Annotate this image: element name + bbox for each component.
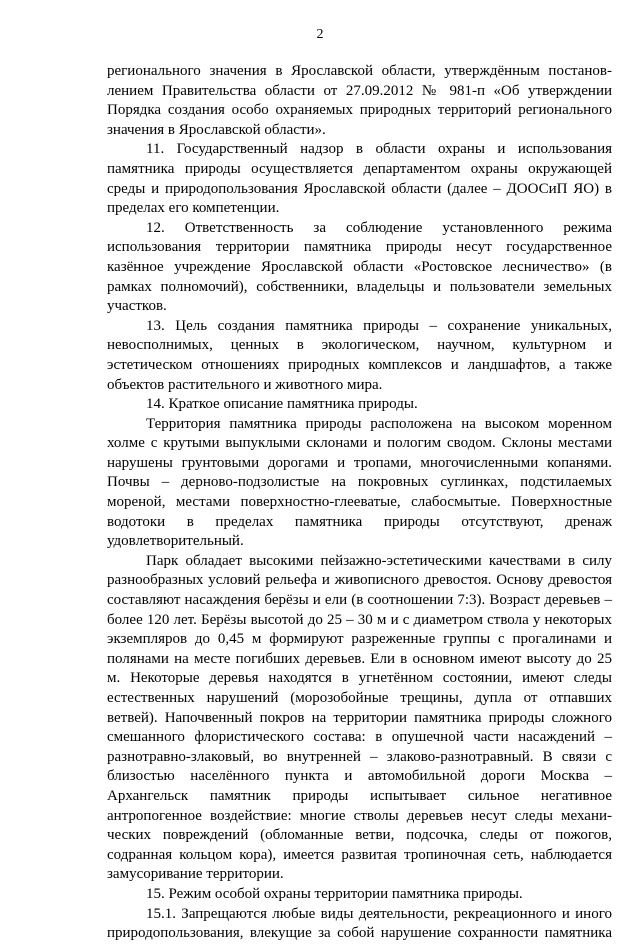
document-body [107,62,612,944]
paragraph-park-description: Парк обладает высокими пейзажно-эстетическими качествами в силу разнообразных условий рельефа и живописного древостоя. Основу древостоя составляют насаждения берёзы и ели (в соотношении 7:3). Возраст деревьев – более 120 лет. Берёзы высотой до 25 – 30 м и с диаметром ствола у некоторых экземпляров до 0,45 м формируют разреженные группы с прогалинами и полянами на месте погибших деревьев. Ели в основном имеют высоту до 25 м. Некоторые деревья находятся в угнетённом состоянии, имеют следы естественных нарушений (морозобойные трещины, дупла от отпавших ветвей). Напочвенный покров на территории памятника природы сложного смешанного флористического состава: в опушечной части насаждений – разнотравно-злаковый, во внутренней – злаково-разнотравный. В связи с близостью населённого пункта и автомобильной дороги Москва – Архангельск памятник природы испытывает сильное негативное антропогенное воздействие: многие стволы деревьев несут следы механических повреждений (обломанные ветви, подсочка, следы от пожогов, содранная кольцом кора), имеется развитая тропиночная сеть, наблюдается замусоривание территории. [107,552,612,883]
paragraph-11-supervision: 11. Государственный надзор в области охраны и использования памятника природы осуществляется департаментом охраны окружающей среды и природопользования Ярославской области (далее – ДООСиП ЯО) в пределах его компетенции. [107,141,612,217]
page-number: 2 [316,27,324,42]
paragraph-15-1-prohibitions: 15.1. Запрещаются любые виды деятельности, рекреационного и иного природопользования, влекущие за собой нарушение сохранности памятника [107,905,612,942]
paragraph-15-heading: 15. Режим особой охраны территории памятника природы. [146,885,523,902]
paragraph-continuation: регионального значения в Ярославской области, утверждённым постановлением Правительства области от 27.09.2012 № 981-п «Об утверждении Порядка создания особо охраняемых природных территорий регионального значения в Ярославской области». [107,63,612,138]
paragraph-14-heading: 14. Краткое описание памятника природы. [146,396,418,413]
paragraph-13-purpose: 13. Цель создания памятника природы – сохранение уникальных, невосполнимых, ценных в экологическом, научном, культурном и эстетическом отношениях природных комплексов и ландшафтов, а также объектов растительного и животного мира. [107,317,612,393]
paragraph-12-responsibility: 12. Ответственность за соблюдение установленного режима использования территории памятника природы несут государственное казённое учреждение Ярославской области «Ростовское лесничество» (в рамках полномочий), собственники, владельцы и пользователи земельных участков. [107,219,612,315]
paragraph-territory-description: Территория памятника природы расположена на высоком моренном холме с крутыми выпуклыми склонами и пологим сводом. Склоны местами нарушены грунтовыми дорогами и тропами, многочисленными копанями. Почвы – дерново-подзолистые на покровных суглинках, подстилаемых мореной, местами поверхностно-глееватые, слабосмытые. Поверхностные водотоки в пределах памятника природы отсутствуют, дренаж удовлетворительный. [107,415,612,550]
